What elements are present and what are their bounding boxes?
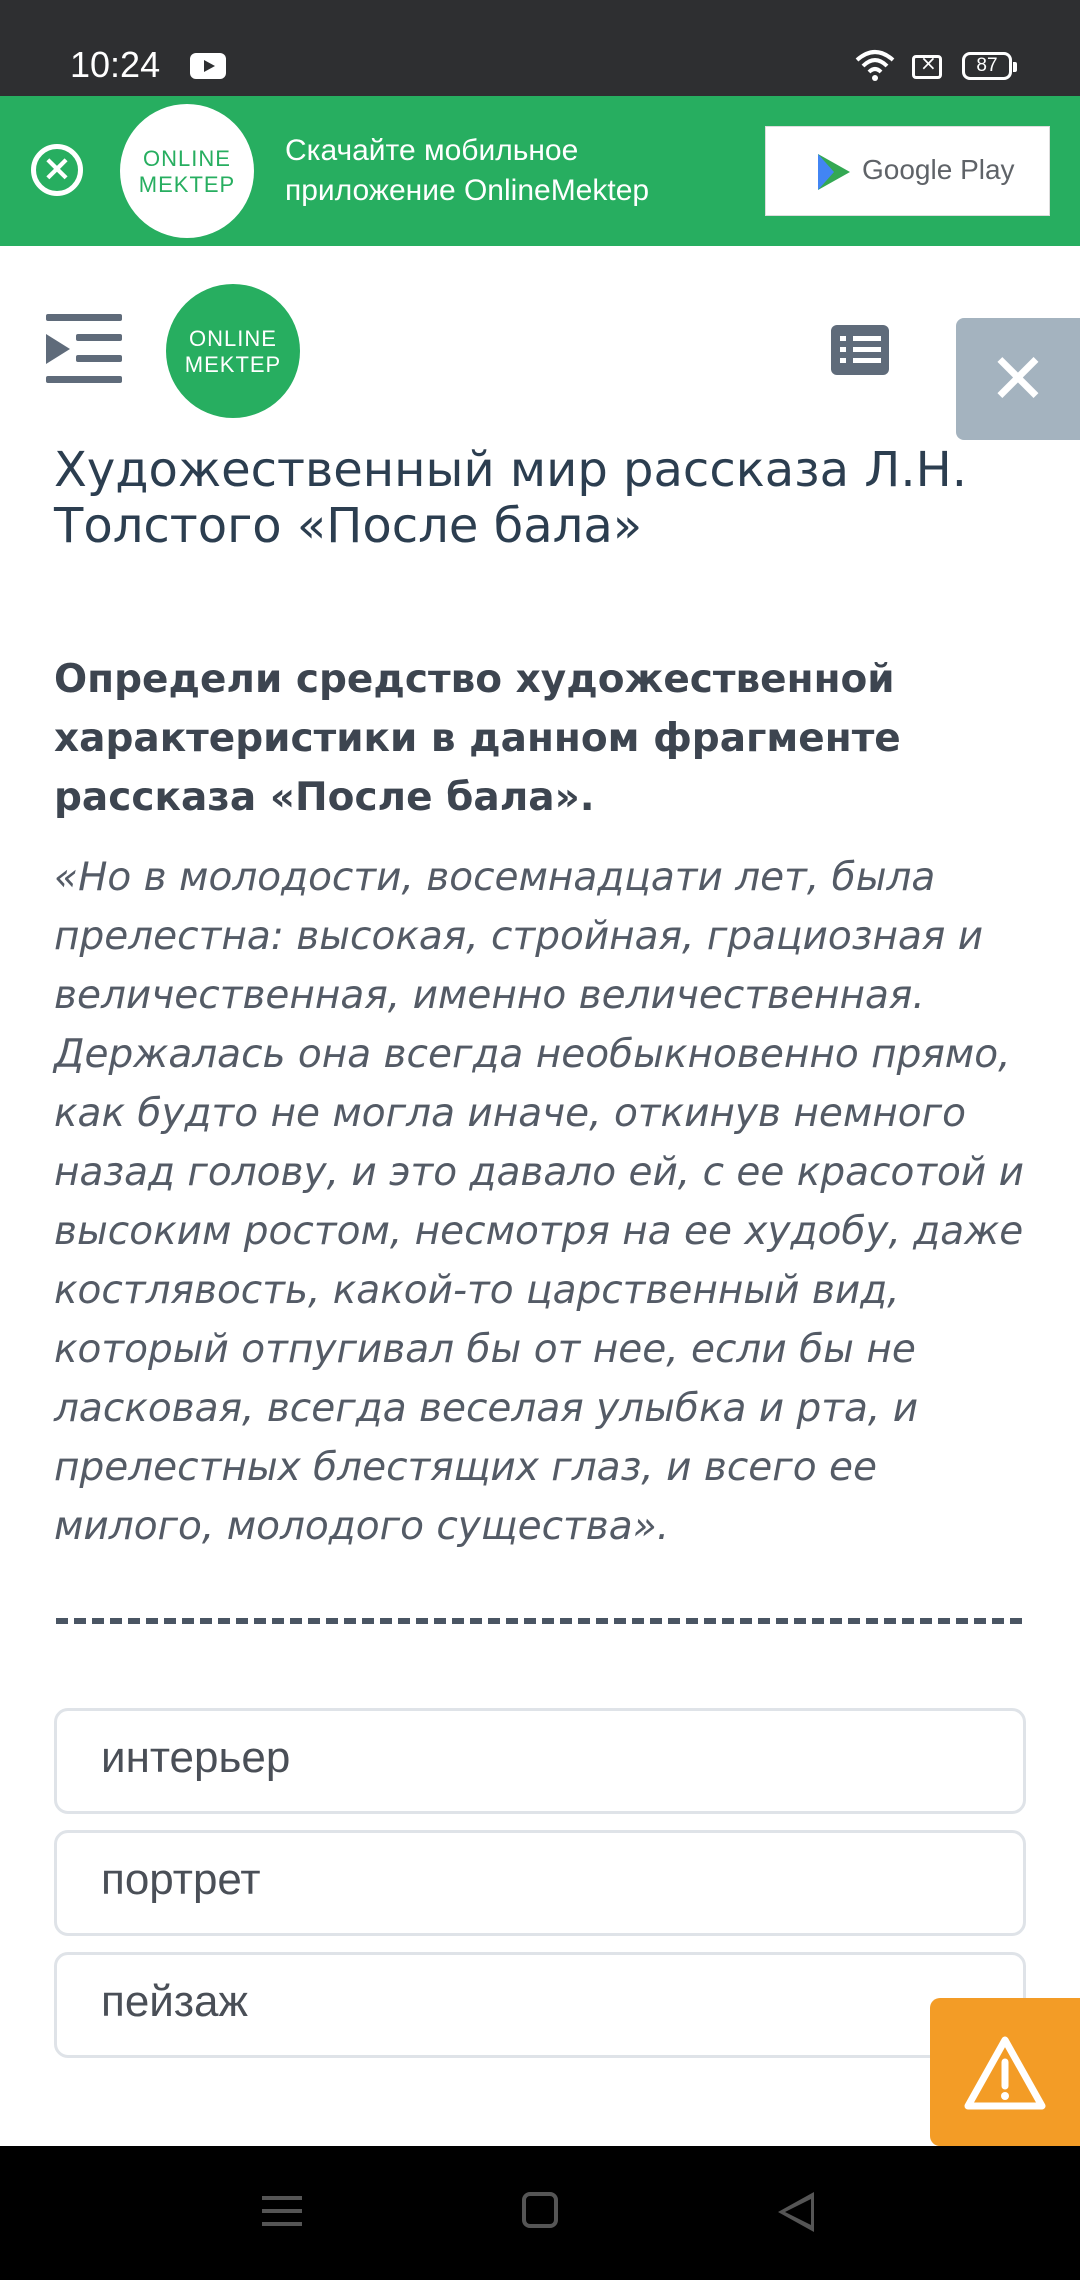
- banner-text-line1: Скачайте мобильное: [285, 134, 579, 167]
- logo-line2: MEKTEP: [184, 352, 282, 377]
- google-play-label: Google Play: [862, 154, 1015, 185]
- app-download-banner: [0, 96, 1080, 246]
- banner-text: [285, 131, 745, 211]
- online-mektep-logo[interactable]: [166, 284, 300, 418]
- answer-option-label: пейзаж: [101, 1977, 248, 2026]
- status-bar: [0, 0, 1080, 96]
- answer-option-landscape[interactable]: [54, 1952, 1026, 2058]
- battery-icon: 87: [962, 52, 1012, 80]
- google-play-button[interactable]: [765, 126, 1050, 216]
- banner-logo: [120, 104, 254, 238]
- banner-logo-line1: ONLINE: [143, 146, 231, 171]
- warning-icon: [930, 1998, 1080, 2146]
- answer-option-label: портрет: [101, 1855, 261, 1904]
- youtube-icon: [190, 53, 226, 79]
- answer-option-interior[interactable]: [54, 1708, 1026, 1814]
- nav-recents-icon[interactable]: [262, 2194, 302, 2228]
- logo-line1: ONLINE: [189, 326, 277, 351]
- answer-divider: [56, 1618, 1022, 1624]
- report-error-button[interactable]: [930, 1998, 1080, 2146]
- menu-icon[interactable]: [46, 312, 122, 384]
- question-text: Определи средство художественной характеристики в данном фрагменте рассказа «После бала».: [54, 657, 901, 820]
- banner-text-line2: приложение OnlineMektep: [285, 174, 650, 207]
- nav-home-icon[interactable]: [522, 2192, 558, 2228]
- status-time: 10:24: [70, 44, 161, 85]
- answer-option-label: интерьер: [101, 1733, 291, 1782]
- list-icon[interactable]: [831, 325, 889, 375]
- close-icon[interactable]: ✕: [956, 318, 1080, 440]
- banner-logo-line2: MEKTEP: [138, 172, 236, 197]
- google-play-icon: [818, 154, 850, 190]
- banner-close-icon[interactable]: ×: [31, 144, 83, 196]
- system-nav-bar: [0, 2146, 1080, 2280]
- wifi-icon: [855, 48, 895, 82]
- answer-option-portrait[interactable]: [54, 1830, 1026, 1936]
- nav-back-icon[interactable]: [778, 2192, 814, 2232]
- quote-text: «Но в молодости, восемнадцати лет, была прелестна: высокая, стройная, грациозная и величественная, именно величественная. Держалась она всегда необыкновенно прямо, как будто не могла иначе, откинув немного назад голову, и это давало ей, с ее красотой и высоким ростом, несмотря на ее худобу, даже костлявость, какой-то царственный вид, который отпугивал бы от нее, если бы не ласковая, всегда веселая улыбка и рта, и прелестных блестящих глаз, и всего ее милого, молодого существа».: [54, 855, 1024, 1549]
- sim-icon: [912, 55, 942, 79]
- page-title: Художественный мир рассказа Л.Н. Толстого «После бала»: [54, 442, 968, 554]
